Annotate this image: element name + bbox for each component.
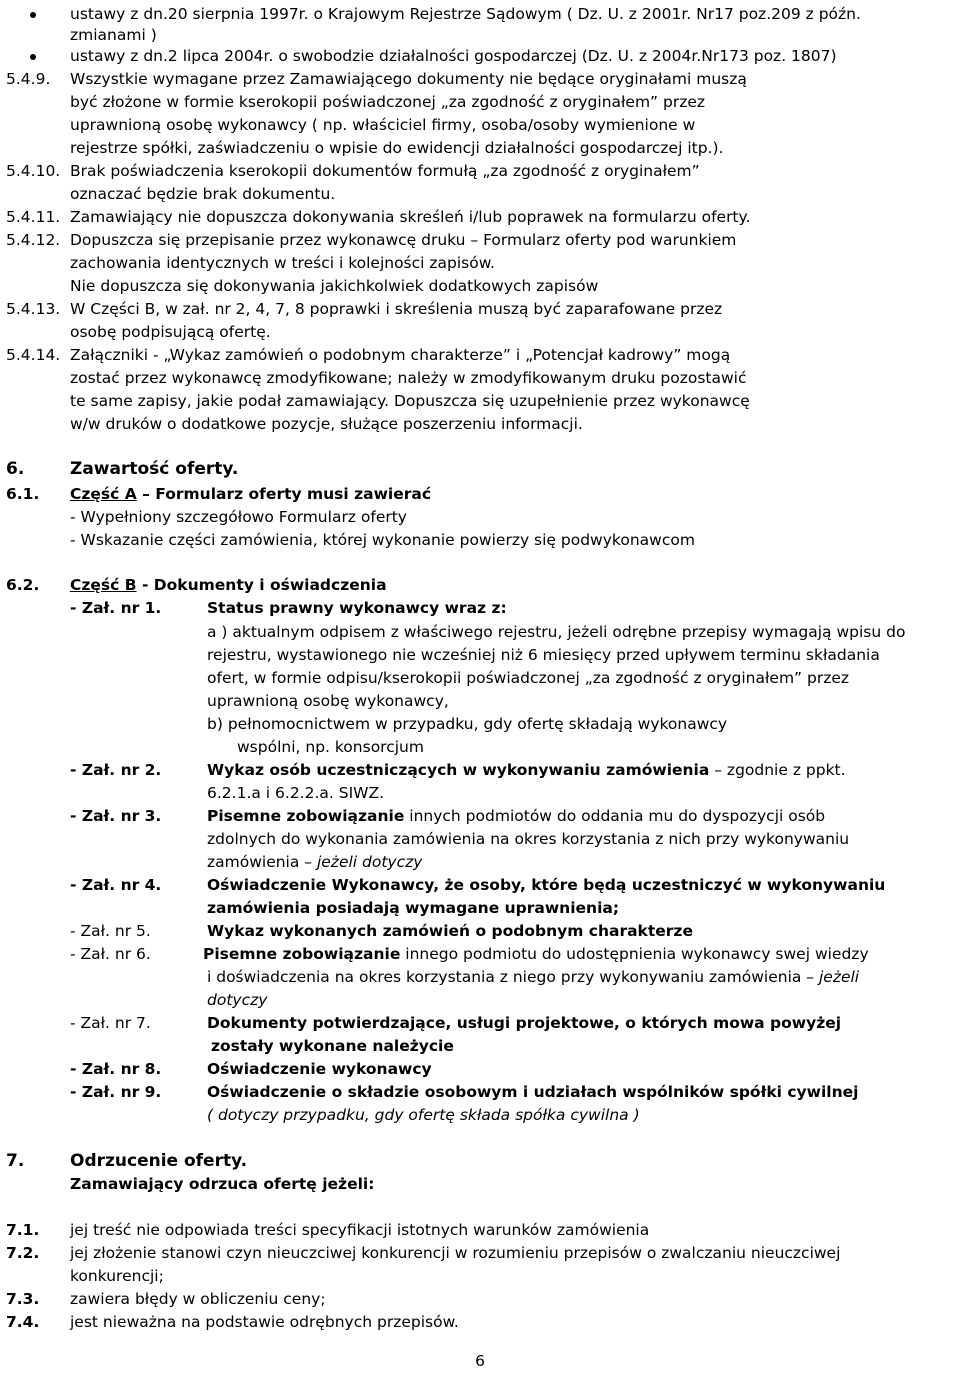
paragraph-line: Brak poświadczenia kserokopii dokumentów formułą „za zgodność z oryginałem” bbox=[70, 162, 700, 180]
paragraph-line: Nie dopuszcza się dokonywania jakichkolwiek dodatkowych zapisów bbox=[70, 277, 599, 295]
attachment-title: Oświadczenie o składzie osobowym i udziałach wspólników spółki cywilnej bbox=[207, 1083, 859, 1101]
item-number: 7.1. bbox=[6, 1221, 40, 1239]
item-number: 5.4.11. bbox=[6, 208, 61, 226]
attachment-text: innego podmiotu do udostępnienia wykonawcy swej wiedzy bbox=[400, 945, 869, 963]
bullet-item: ustawy z dn.2 lipca 2004r. o swobodzie działalności gospodarczej (Dz. U. z 2004r.Nr173 poz. 1807) bbox=[70, 47, 837, 65]
bullet-icon bbox=[30, 54, 36, 60]
part-label: Część B bbox=[70, 576, 137, 594]
attachment-text: – zgodnie z ppkt. bbox=[709, 761, 846, 779]
paragraph-line: W Części B, w zał. nr 2, 4, 7, 8 poprawki i skreślenia muszą być zaparafowane przez bbox=[70, 300, 723, 318]
list-item: - Wskazanie części zamówienia, której wykonanie powierzy się podwykonawcom bbox=[70, 531, 695, 549]
attachment-title: Pisemne zobowiązanie bbox=[207, 807, 405, 825]
list-item: zawiera błędy w obliczeniu ceny; bbox=[70, 1290, 326, 1308]
item-number: 5.4.13. bbox=[6, 300, 61, 318]
attachment-title: Dokumenty potwierdzające, usługi projektowe, o których mowa powyżej bbox=[207, 1014, 842, 1032]
list-item-cont: konkurencji; bbox=[70, 1267, 164, 1285]
bullet-icon bbox=[30, 12, 36, 18]
paragraph-line: osobę podpisującą ofertę. bbox=[70, 323, 271, 341]
paragraph-line: Załączniki - „Wykaz zamówień o podobnym charakterze” i „Potencjał kadrowy” mogą bbox=[70, 346, 731, 364]
item-number: 7.4. bbox=[6, 1313, 40, 1331]
attachment-label: - Zał. nr 4. bbox=[70, 876, 162, 894]
list-item: - Wypełniony szczegółowo Formularz oferty bbox=[70, 508, 407, 526]
attachment-note: jeżeli bbox=[818, 968, 860, 986]
paragraph-line: uprawnioną osobę wykonawcy ( np. właściciel firmy, osoba/osoby wymienione w bbox=[70, 116, 696, 134]
item-number: 5.4.12. bbox=[6, 231, 61, 249]
attachment-label: - Zał. nr 8. bbox=[70, 1060, 162, 1078]
attachment-text: zdolnych do wykonania zamówienia na okres korzystania z nich przy wykonywaniu bbox=[207, 830, 850, 848]
attachment-text: zamówienia – bbox=[207, 853, 317, 871]
attachment-line bbox=[207, 760, 846, 780]
paragraph-line: zostać przez wykonawcę zmodyfikowane; należy w zmodyfikowanym druku pozostawić bbox=[70, 369, 747, 387]
attachment-label: - Zał. nr 7. bbox=[70, 1014, 151, 1032]
paragraph-line: zachowania identycznych w treści i kolejności zapisów. bbox=[70, 254, 495, 272]
attachment-text: b) pełnomocnictwem w przypadku, gdy ofertę składają wykonawcy bbox=[207, 715, 728, 733]
attachment-text: 6.2.1.a i 6.2.2.a. SIWZ. bbox=[207, 784, 385, 802]
subsection-heading bbox=[70, 575, 387, 595]
item-number: 6.2. bbox=[6, 576, 40, 594]
section-number: 6. bbox=[6, 459, 25, 479]
subsection-heading bbox=[70, 484, 431, 504]
attachment-text: uprawnioną osobę wykonawcy, bbox=[207, 692, 449, 710]
attachment-title: Status prawny wykonawcy wraz z: bbox=[207, 599, 507, 617]
attachment-label: - Zał. nr 9. bbox=[70, 1083, 162, 1101]
list-item: jest nieważna na podstawie odrębnych przepisów. bbox=[70, 1313, 459, 1331]
attachment-label: - Zał. nr 3. bbox=[70, 807, 162, 825]
attachment-label: - Zał. nr 2. bbox=[70, 761, 162, 779]
attachment-label: - Zał. nr 1. bbox=[70, 599, 162, 617]
page-number: 6 bbox=[475, 1352, 485, 1370]
attachment-text: wspólni, np. konsorcjum bbox=[237, 738, 424, 756]
attachment-label: - Zał. nr 5. bbox=[70, 922, 151, 940]
attachment-title: Pisemne zobowiązanie bbox=[203, 945, 401, 963]
list-item: jej złożenie stanowi czyn nieuczciwej konkurencji w rozumieniu przepisów o zwalczaniu nieuczciwej bbox=[70, 1244, 841, 1262]
subsection-heading-text: – Formularz oferty musi zawierać bbox=[136, 485, 432, 503]
item-number: 6.1. bbox=[6, 485, 40, 503]
attachment-title: zostały wykonane należycie bbox=[211, 1037, 454, 1055]
attachment-title: Wykaz osób uczestniczących w wykonywaniu zamówienia bbox=[207, 761, 710, 779]
attachment-text: rejestru, wystawionego nie wcześniej niż 6 miesięcy przed upływem terminu składania bbox=[207, 646, 880, 664]
attachment-title: Wykaz wykonanych zamówień o podobnym charakterze bbox=[207, 922, 693, 940]
bullet-item: ustawy z dn.20 sierpnia 1997r. o Krajowym Rejestrze Sądowym ( Dz. U. z 2001r. Nr17 poz.209 z późn. bbox=[70, 5, 861, 23]
paragraph-line: w/w druków o dodatkowe pozycje, służące poszerzeniu informacji. bbox=[70, 415, 583, 433]
paragraph-line: oznaczać będzie brak dokumentu. bbox=[70, 185, 336, 203]
attachment-text: innych podmiotów do oddania mu do dyspozycji osób bbox=[404, 807, 826, 825]
paragraph-line: Wszystkie wymagane przez Zamawiającego dokumenty nie będące oryginałami muszą bbox=[70, 70, 747, 88]
item-number: 7.3. bbox=[6, 1290, 40, 1308]
attachment-label: - Zał. nr 6. bbox=[70, 945, 151, 963]
attachment-title: Oświadczenie wykonawcy bbox=[207, 1060, 432, 1078]
section-heading: Odrzucenie oferty. bbox=[70, 1151, 248, 1171]
paragraph-line: Zamawiający nie dopuszcza dokonywania skreśleń i/lub poprawek na formularzu oferty. bbox=[70, 208, 751, 226]
item-number: 5.4.10. bbox=[6, 162, 61, 180]
attachment-text: a ) aktualnym odpisem z właściwego rejestru, jeżeli odrębne przepisy wymagają wpisu do bbox=[207, 623, 906, 641]
attachment-note: dotyczy bbox=[207, 991, 268, 1009]
item-number: 5.4.9. bbox=[6, 70, 51, 88]
part-label: Część A bbox=[70, 485, 137, 503]
paragraph-line: Dopuszcza się przepisanie przez wykonawcę druku – Formularz oferty pod warunkiem bbox=[70, 231, 737, 249]
subsection-heading-text: - Dokumenty i oświadczenia bbox=[136, 576, 387, 594]
paragraph-line: rejestrze spółki, zaświadczeniu o wpisie do ewidencji działalności gospodarczej itp.). bbox=[70, 139, 724, 157]
bullet-item-cont: zmianami ) bbox=[70, 26, 157, 44]
item-number: 7.2. bbox=[6, 1244, 40, 1262]
attachment-title: Oświadczenie Wykonawcy, że osoby, które będą uczestniczyć w wykonywaniu bbox=[207, 876, 886, 894]
attachment-note: ( dotyczy przypadku, gdy ofertę składa spółka cywilna ) bbox=[207, 1106, 640, 1124]
list-item: jej treść nie odpowiada treści specyfikacji istotnych warunków zamówienia bbox=[70, 1221, 650, 1239]
attachment-line bbox=[207, 967, 859, 987]
attachment-line bbox=[203, 944, 869, 964]
attachment-text: i doświadczenia na okres korzystania z niego przy wykonywaniu zamówienia – bbox=[207, 968, 819, 986]
section-number: 7. bbox=[6, 1151, 25, 1171]
attachment-note: jeżeli dotyczy bbox=[316, 853, 423, 871]
paragraph-line: być złożone w formie kserokopii poświadczonej „za zgodność z oryginałem” przez bbox=[70, 93, 706, 111]
item-number: 5.4.14. bbox=[6, 346, 61, 364]
attachment-text: ofert, w formie odpisu/kserokopii poświadczonej „za zgodność z oryginałem” przez bbox=[207, 669, 850, 687]
attachment-line bbox=[207, 852, 422, 872]
section-subheading: Zamawiający odrzuca ofertę jeżeli: bbox=[70, 1175, 375, 1193]
paragraph-line: te same zapisy, jakie podał zamawiający. Dopuszcza się uzupełnienie przez wykonawcę bbox=[70, 392, 750, 410]
attachment-title: zamówienia posiadają wymagane uprawnienia; bbox=[207, 899, 620, 917]
section-heading: Zawartość oferty. bbox=[70, 459, 239, 479]
attachment-line bbox=[207, 806, 825, 826]
